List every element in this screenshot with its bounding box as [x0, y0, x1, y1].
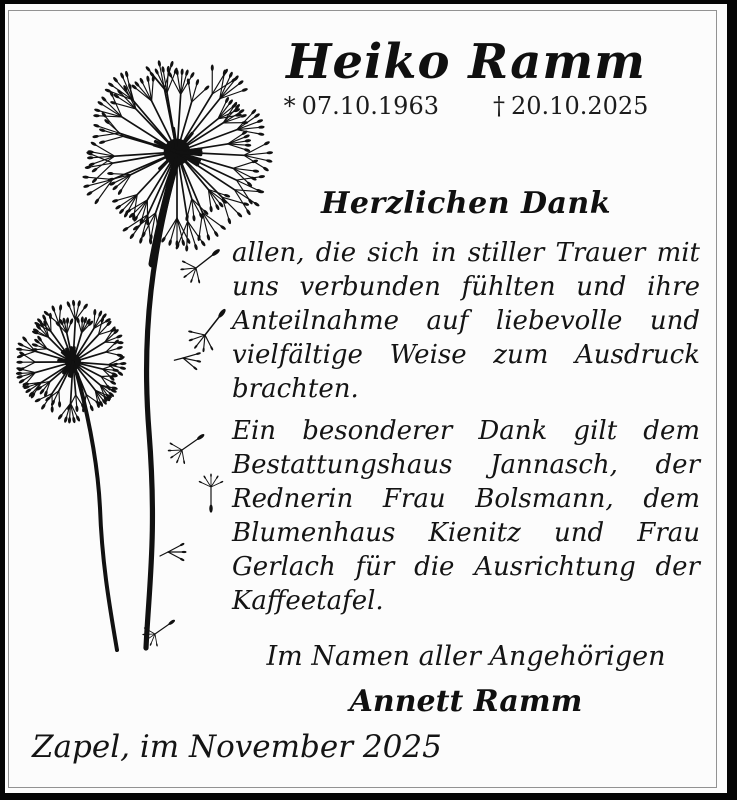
paragraph-line: Bestattungshaus Jannasch, der	[232, 450, 700, 480]
closing-line: Im Namen aller Angehörigen	[266, 641, 666, 672]
paragraph-line: Gerlach für die Ausrichtung der	[232, 552, 700, 582]
paragraph-special-thanks	[232, 414, 700, 618]
paragraph-line: Ein besonderer Dank gilt dem	[232, 416, 700, 446]
death-cross-symbol: †	[493, 92, 505, 120]
paragraph-line: Rednerin Frau Bolsmann, dem	[232, 484, 700, 514]
notice-paper	[5, 4, 727, 793]
birth-date-value: 07.10.1963	[301, 92, 439, 120]
paragraph-thanks	[232, 236, 700, 406]
paragraph-line: vielfältige Weise zum Ausdruck	[232, 340, 700, 370]
paragraph-line: Kaffeetafel.	[232, 586, 384, 616]
thanks-heading: Herzlichen Dank	[320, 186, 612, 221]
birth-date	[284, 92, 439, 120]
deceased-name: Heiko Ramm	[286, 34, 646, 90]
birth-star-symbol: *	[283, 92, 296, 120]
place-and-date: Zapel, im November 2025	[32, 729, 442, 765]
paragraph-line: brachten.	[232, 374, 359, 404]
paragraph-line: uns verbunden fühlten und ihre	[232, 272, 700, 302]
death-date	[493, 92, 648, 120]
life-dates	[232, 92, 700, 120]
death-date-value: 20.10.2025	[511, 92, 649, 120]
signature-name: Annett Ramm	[349, 684, 583, 719]
paragraph-line: allen, die sich in stiller Trauer mit	[232, 238, 700, 268]
paragraph-line: Blumenhaus Kienitz und Frau	[232, 518, 700, 548]
paragraph-line: Anteilnahme auf liebevolle und	[232, 306, 700, 336]
